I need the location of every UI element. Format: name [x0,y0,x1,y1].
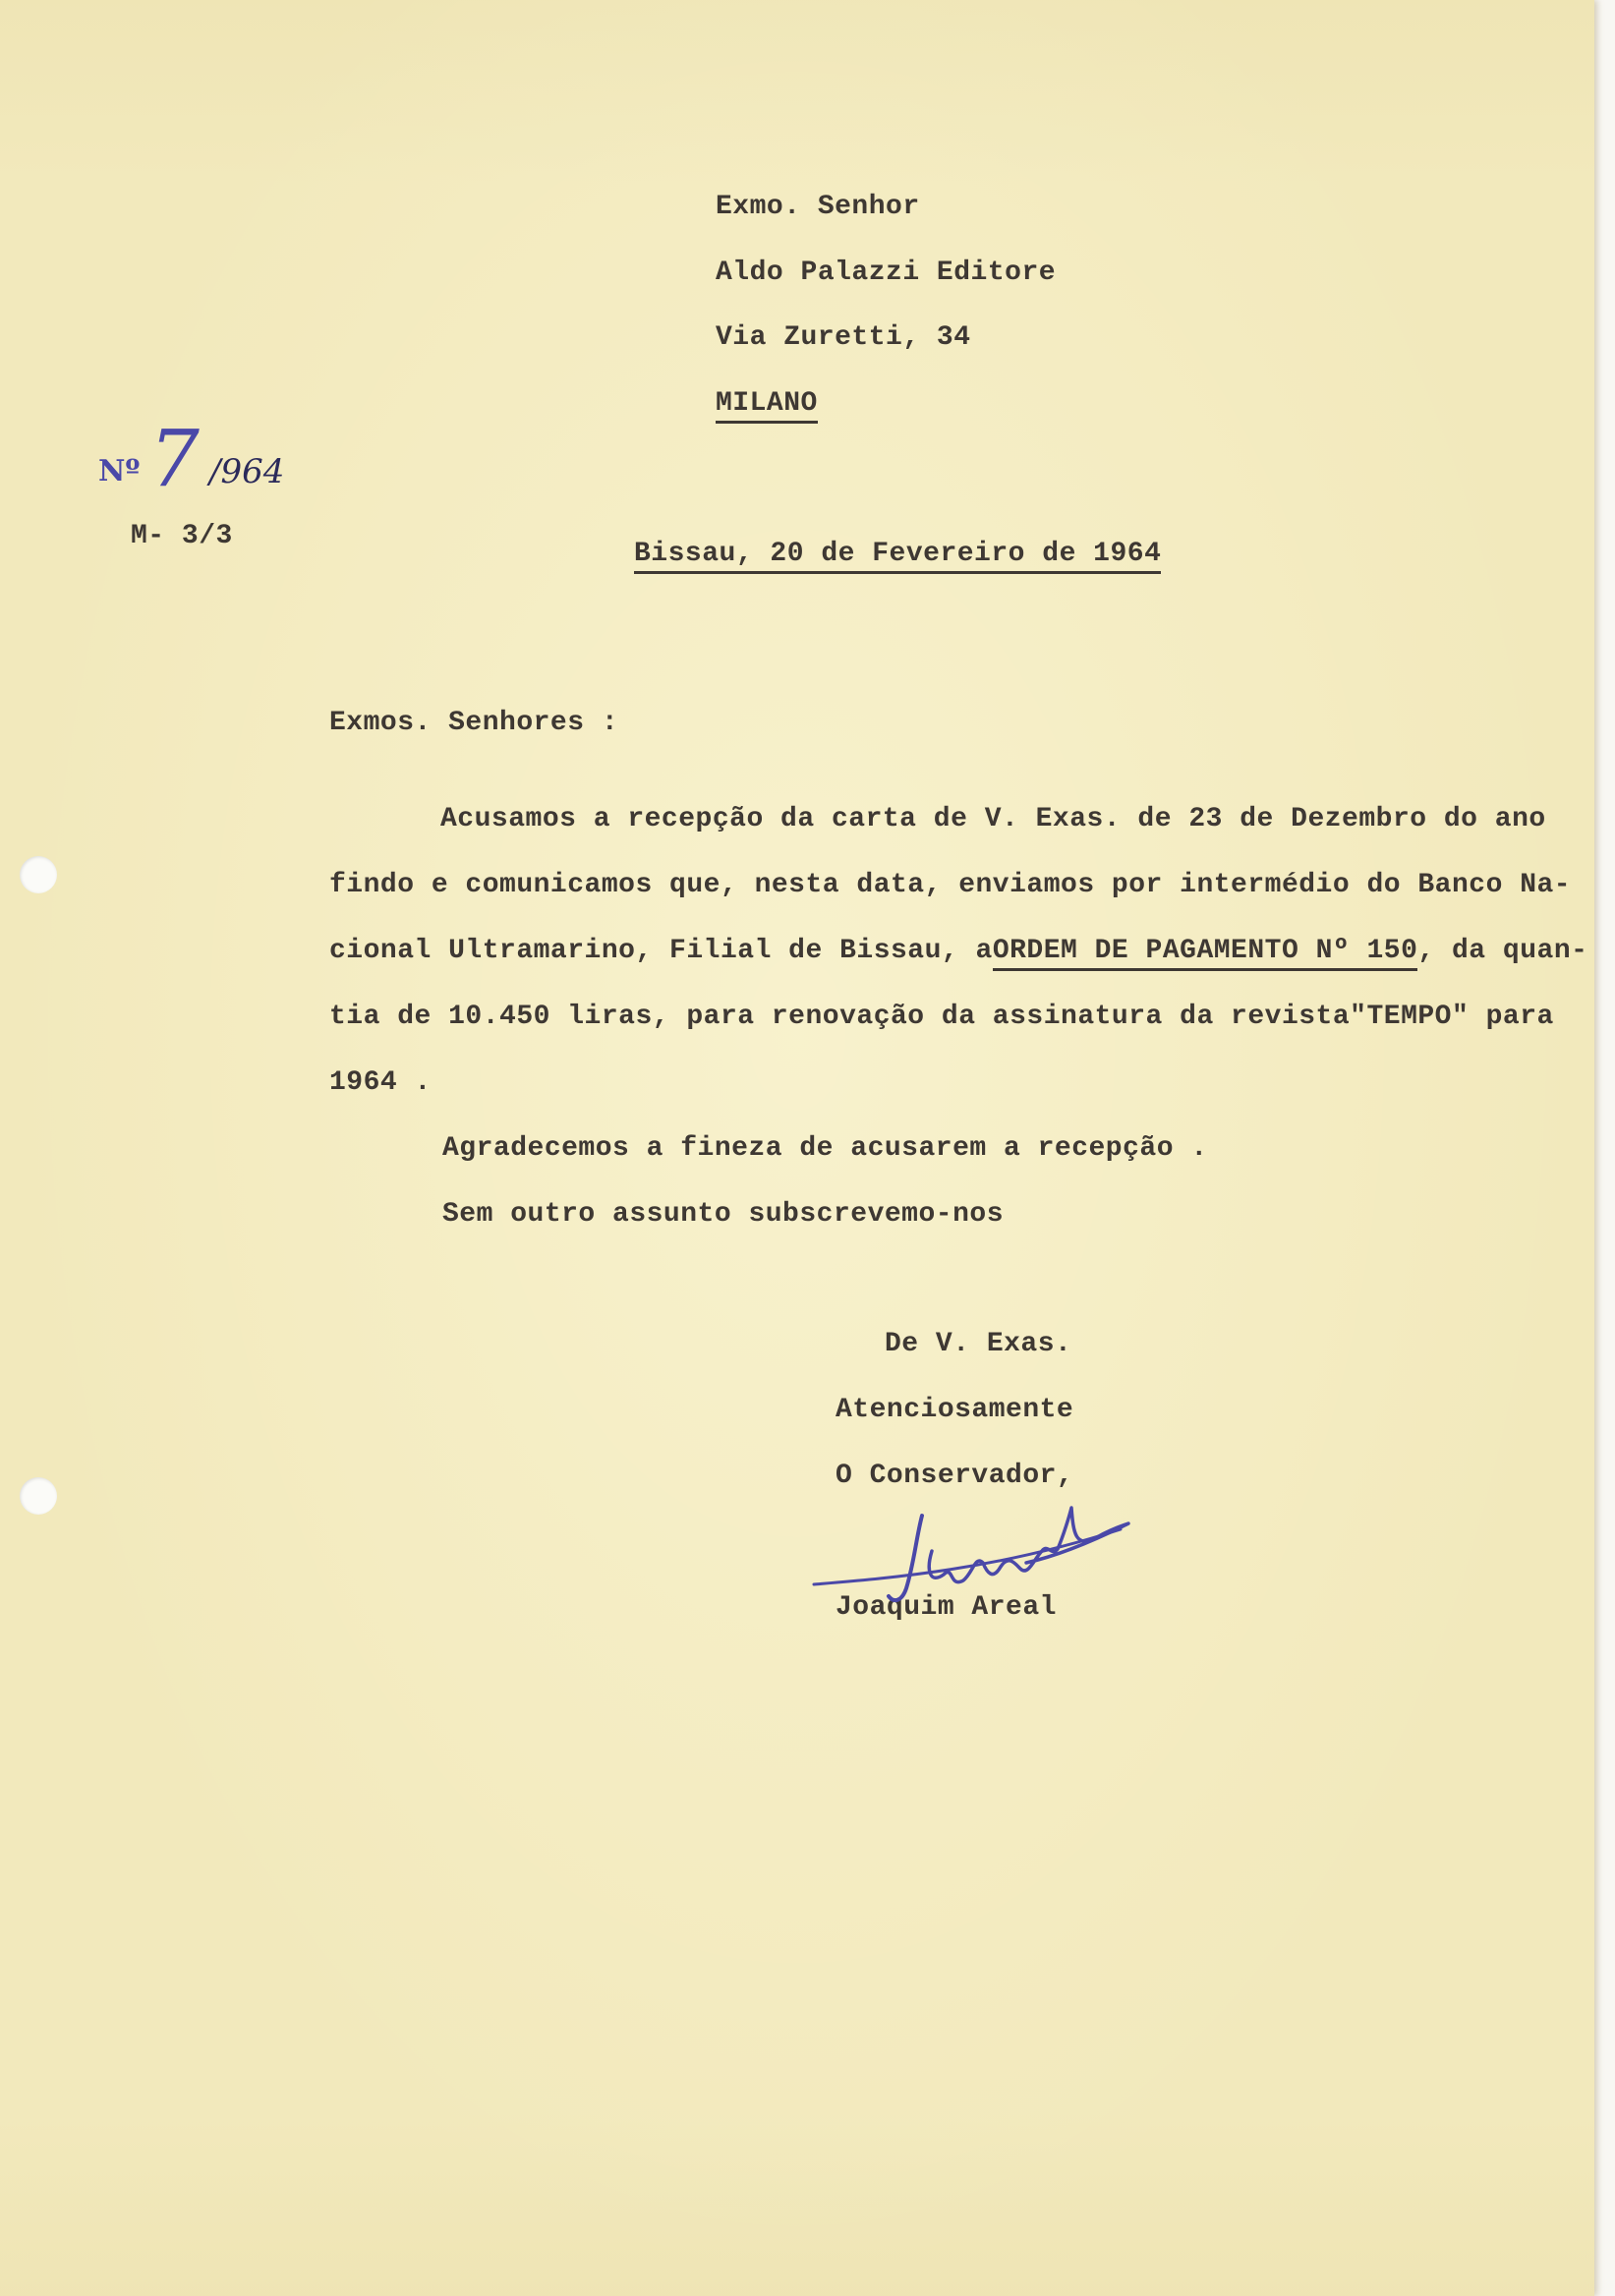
recipient-salutation: Exmo. Senhor [716,192,920,222]
punch-hole-bottom [20,1477,57,1515]
body-p1-line3 [329,936,1588,966]
body-p1-line4: tia de 10.450 liras, para renovação da assinatura da revista"TEMPO" para [329,1002,1554,1032]
body-p1-line5: 1964 . [329,1067,432,1098]
closing-line1: De V. Exas. [885,1329,1072,1359]
reference-year: /964 [209,452,285,491]
payment-order-number: ORDEM DE PAGAMENTO Nº 150 [993,936,1418,971]
reference-prefix: Nº [98,454,141,488]
handwritten-signature [806,1494,1140,1632]
body-p1-line2: findo e comunicamos que, nesta data, enviamos por intermédio do Banco Na- [329,870,1572,900]
greeting: Exmos. Senhores : [329,708,619,738]
body-p1-line3-end: , da quan- [1417,936,1588,966]
signatory-name: Joaquim Areal [836,1592,1057,1623]
body-p1-line3-start: cional Ultramarino, Filial de Bissau, a [329,936,993,966]
payment-order-reference [993,936,1588,966]
recipient-name: Aldo Palazzi Editore [716,258,1057,288]
closing-line2: Atenciosamente [836,1395,1074,1425]
punch-hole-top [20,856,57,893]
body-p2: Agradecemos a fineza de acusarem a recepção . [442,1133,1208,1164]
date-line: Bissau, 20 de Fevereiro de 1964 [634,539,1161,574]
body-p1-line1: Acusamos a recepção da carta de V. Exas. de 23 de Dezembro do ano [440,804,1546,834]
reference-code: M- 3/3 [131,521,233,551]
recipient-city: MILANO [716,388,818,424]
reference-number-handwritten: 7 [149,413,200,504]
body-p3: Sem outro assunto subscrevemo-nos [442,1199,1004,1230]
closing-line3: O Conservador, [836,1461,1074,1491]
recipient-street: Via Zuretti, 34 [716,322,971,353]
